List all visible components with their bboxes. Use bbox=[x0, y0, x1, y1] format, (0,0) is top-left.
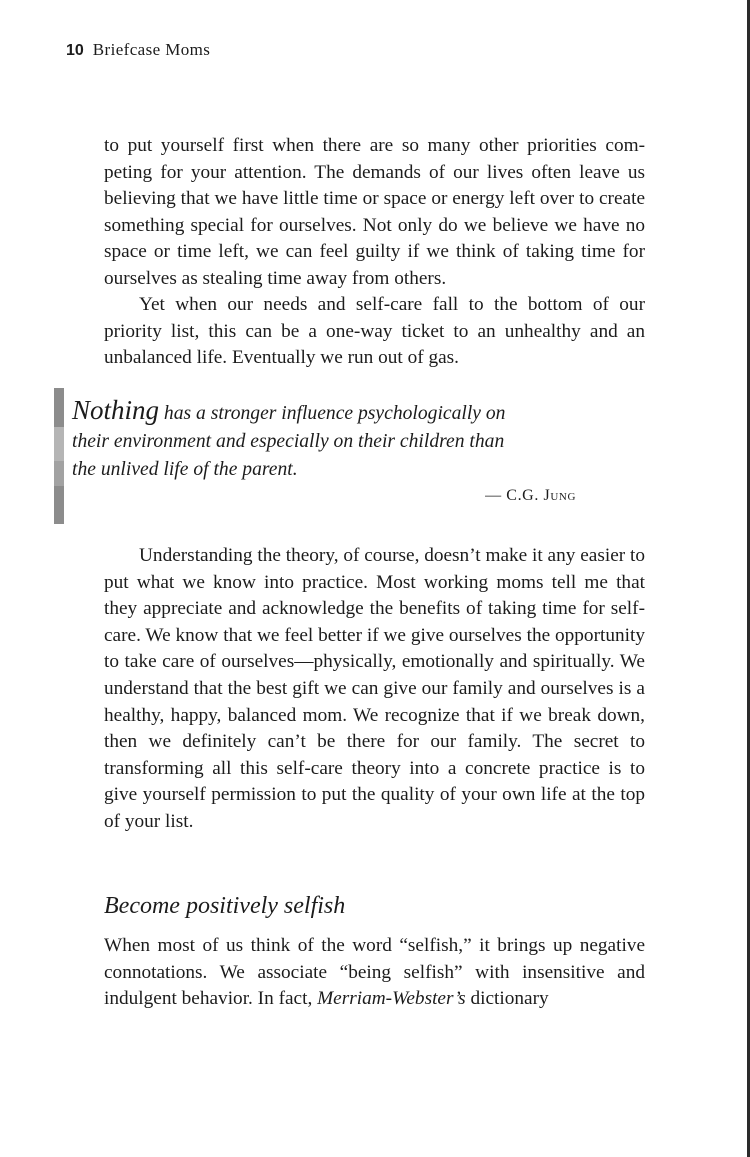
quote-attribution: — C.G. Jung bbox=[485, 487, 576, 504]
paragraph-4-text-start: When most of us think of the word “selfish,” it brings up negative connotations. We associate “being selfish” with insensitive and indulgent behavior. In fact, bbox=[104, 935, 645, 1010]
page-number: 10 bbox=[66, 42, 84, 59]
paragraph-3: Understanding the theory, of course, doesn’t make it any easier to put what we know into practice. Most working moms tell me that they appreciate and acknowledge the benefits of taking time for self-care. We know that we feel better if we give ourselves the opportunity to take care of ourselves—physically, emotionally and spiritually. We understand that the best gift we can give our family and ourselves is a healthy, happy, balanced mom. We recognize that if we break down, then we definitely can’t be there for our family. The secret to transforming all this self-care theory into a concrete practice is to give yourself permission to put the quality of your own life at the top of your list. bbox=[104, 545, 645, 832]
quote-bar-segment bbox=[54, 486, 64, 524]
quote-bar-segment bbox=[54, 427, 64, 461]
paragraph-1: to put yourself first when there are so many other priorities competing for your attention. The demands of our lives often leave us believing that we have little time or space or energy left over to create something special for ourselves. Not only do we believe we have no space or time left, we can feel guilty if we think of taking time for ourselves as stealing time away from others. bbox=[104, 135, 645, 289]
pull-quote-line-3: the unlived life of the parent. bbox=[72, 459, 298, 480]
paragraph-4-text-end: dictionary bbox=[465, 988, 549, 1010]
pull-quote-line-1-text: has a stronger influence psychologically on bbox=[159, 403, 506, 424]
pull-quote bbox=[72, 396, 592, 484]
running-title: Briefcase Moms bbox=[92, 40, 211, 59]
running-header bbox=[66, 40, 210, 60]
pull-quote-line-2: their environment and especially on their children than bbox=[72, 431, 505, 452]
quote-bar-segment bbox=[54, 461, 64, 486]
section-heading: Become positively selfish bbox=[104, 893, 346, 919]
quote-bar-segment bbox=[54, 388, 64, 427]
pull-quote-lead-word: Nothing bbox=[72, 395, 160, 425]
paragraph-4 bbox=[104, 933, 645, 1013]
paragraph-2: Yet when our needs and self-care fall to the bottom of our priority list, this can be a one-way ticket to an unhealthy and an unbalanced life. Eventually we run out of gas. bbox=[104, 294, 645, 369]
dictionary-title: Merriam-Webster’s bbox=[317, 988, 466, 1010]
pull-quote-line-1 bbox=[72, 396, 592, 428]
